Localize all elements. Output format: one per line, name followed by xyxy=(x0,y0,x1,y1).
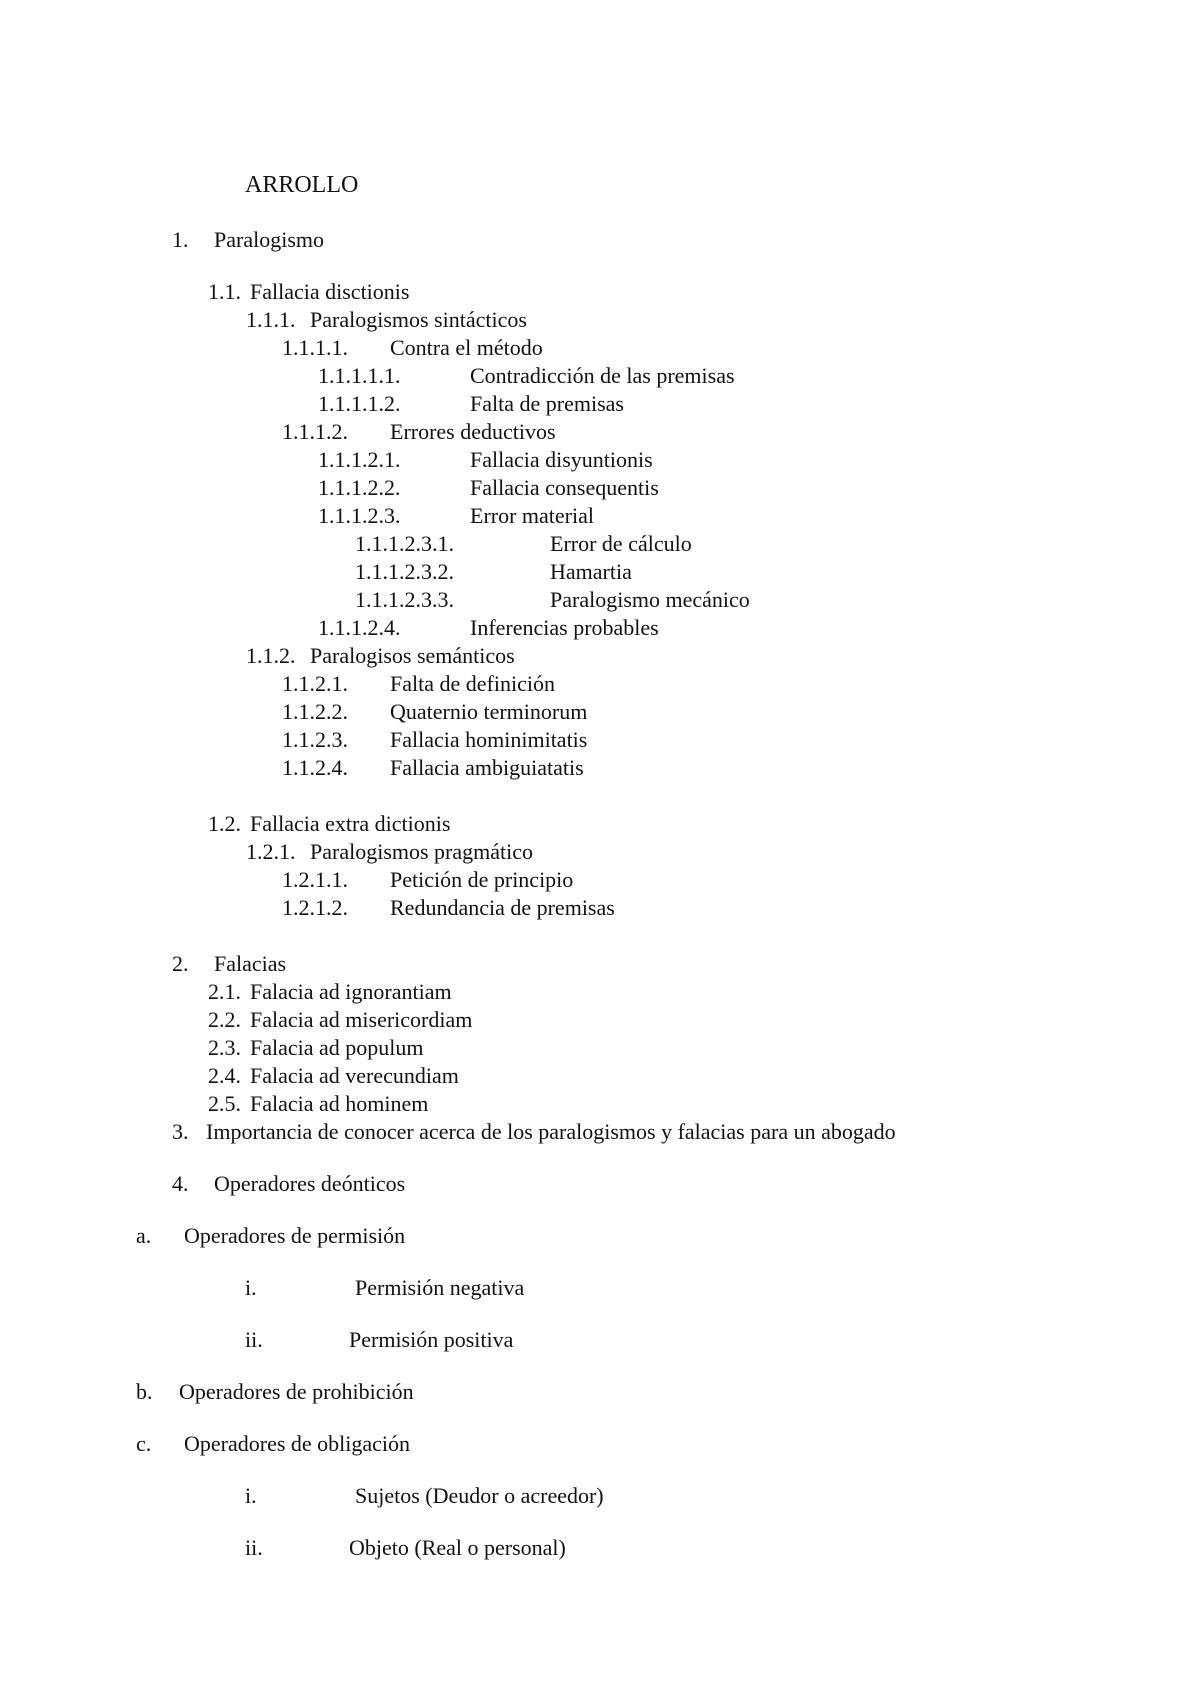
outline-letter: c. xyxy=(136,1431,152,1456)
outline-text: Sujetos (Deudor o acreedor) xyxy=(355,1483,604,1508)
outline-text: Redundancia de premisas xyxy=(390,895,615,920)
outline-roman: i. xyxy=(245,1275,257,1300)
outline-text: Falacias xyxy=(214,951,287,976)
outline-text: Paralogismos sintácticos xyxy=(310,307,527,332)
outline-roman: i. xyxy=(245,1483,257,1508)
outline-letter: b. xyxy=(136,1379,153,1404)
outline-text: Paralogismo xyxy=(214,227,324,252)
outline-number: 2.1. xyxy=(208,979,241,1004)
outline-text: Falacia ad hominem xyxy=(250,1091,429,1116)
outline-number: 2. xyxy=(172,951,189,976)
outline-text: Inferencias probables xyxy=(470,615,659,640)
outline-text: Contra el método xyxy=(390,335,543,360)
outline-text: Importancia de conocer acerca de los paralogismos y falacias para un abogado xyxy=(206,1119,896,1144)
outline-text: Falacia ad verecundiam xyxy=(250,1063,459,1088)
outline-number: 1.2.1.2. xyxy=(282,895,348,920)
outline-text: Fallacia consequentis xyxy=(470,475,659,500)
outline-text: Fallacia hominimitatis xyxy=(390,727,588,752)
outline-text: Error material xyxy=(470,503,594,528)
outline-number: 1.2.1.1. xyxy=(282,867,348,892)
outline-number: 2.2. xyxy=(208,1007,241,1032)
outline-number: 1.1.1.2.3.2. xyxy=(355,559,454,584)
outline-text: Hamartia xyxy=(550,559,632,584)
outline-text: Fallacia disctionis xyxy=(250,279,410,304)
outline-number: 2.4. xyxy=(208,1063,241,1088)
outline-text: Falta de definición xyxy=(390,671,555,696)
outline-number: 1.1.1.1.2. xyxy=(318,391,401,416)
outline-text: Permisión positiva xyxy=(349,1327,514,1352)
outline-number: 1.1.1.2.3.1. xyxy=(355,531,454,556)
outline-number: 2.5. xyxy=(208,1091,241,1116)
outline-number: 1.1.1.2.2. xyxy=(318,475,401,500)
outline-text: Operadores deónticos xyxy=(214,1171,406,1196)
outline-text: Objeto (Real o personal) xyxy=(349,1535,566,1560)
outline-text: Paralogisos semánticos xyxy=(310,643,515,668)
outline-text: Operadores de prohibición xyxy=(179,1379,414,1404)
outline-text: Petición de principio xyxy=(390,867,574,892)
outline-number: 1.2. xyxy=(208,811,241,836)
outline-text: Error de cálculo xyxy=(550,531,692,556)
outline-roman: ii. xyxy=(245,1327,263,1352)
outline-number: 1.1.1.2.3.3. xyxy=(355,587,454,612)
document-title: ARROLLO xyxy=(245,172,359,198)
outline-number: 1.1.1.2.4. xyxy=(318,615,401,640)
outline-number: 1.1.1.2.1. xyxy=(318,447,401,472)
outline-text: Falacia ad ignorantiam xyxy=(250,979,452,1004)
outline-text: Operadores de obligación xyxy=(184,1431,411,1456)
outline-text: Paralogismo mecánico xyxy=(550,587,750,612)
outline-text: Fallacia extra dictionis xyxy=(250,811,451,836)
outline-text: Quaternio terminorum xyxy=(390,699,588,724)
outline-text: Fallacia ambiguiatatis xyxy=(390,755,584,780)
outline-number: 1. xyxy=(172,227,189,252)
outline-number: 1.1.2.4. xyxy=(282,755,348,780)
outline-number: 1.1.2. xyxy=(246,643,296,668)
outline-roman: ii. xyxy=(245,1535,263,1560)
outline-text: Errores deductivos xyxy=(390,419,556,444)
outline-number: 4. xyxy=(172,1171,189,1196)
outline-number: 1.1. xyxy=(208,279,241,304)
outline-text: Falta de premisas xyxy=(470,391,624,416)
outline-text: Fallacia disyuntionis xyxy=(470,447,653,472)
outline-number: 1.2.1. xyxy=(246,839,296,864)
outline-number: 1.1.1.1. xyxy=(282,335,348,360)
outline-text: Permisión negativa xyxy=(355,1275,525,1300)
outline-text: Falacia ad populum xyxy=(250,1035,424,1060)
outline-number: 1.1.1. xyxy=(246,307,296,332)
outline-text: Falacia ad misericordiam xyxy=(250,1007,473,1032)
outline-number: 1.1.1.2.3. xyxy=(318,503,401,528)
outline-number: 1.1.1.2. xyxy=(282,419,348,444)
outline-number: 1.1.2.1. xyxy=(282,671,348,696)
outline-letter: a. xyxy=(136,1223,152,1248)
outline-text: Operadores de permisión xyxy=(184,1223,406,1248)
outline-text: Contradicción de las premisas xyxy=(470,363,735,388)
outline-text: Paralogismos pragmático xyxy=(310,839,534,864)
outline-number: 1.1.2.2. xyxy=(282,699,348,724)
outline-number: 2.3. xyxy=(208,1035,241,1060)
outline-number: 1.1.1.1.1. xyxy=(318,363,401,388)
outline-number: 1.1.2.3. xyxy=(282,727,348,752)
outline-number: 3. xyxy=(172,1119,189,1144)
